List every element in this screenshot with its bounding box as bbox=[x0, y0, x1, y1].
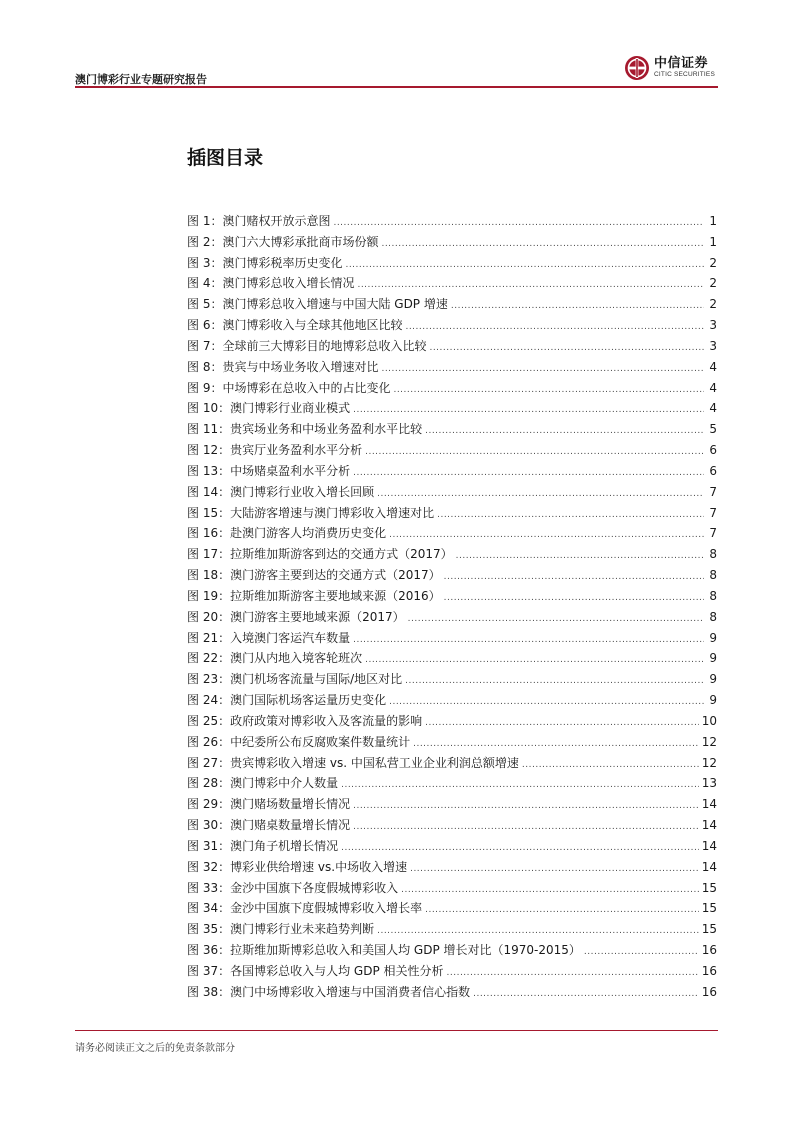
toc-entry-page-number: 2 bbox=[709, 297, 717, 312]
toc-entry-label: 图 8：贵宾与中场业务收入增速对比 bbox=[187, 359, 379, 374]
toc-entry-label: 图 22：澳门从内地入境客轮班次 bbox=[187, 651, 363, 666]
toc-entry-label: 图 32：博彩业供给增速 vs.中场收入增速 bbox=[187, 859, 408, 874]
toc-entry[interactable] bbox=[187, 773, 717, 794]
toc-entry-label: 图 6：澳门博彩收入与全球其他地区比较 bbox=[187, 318, 403, 333]
toc-leader-dots bbox=[357, 275, 704, 296]
toc-entry[interactable] bbox=[187, 523, 717, 544]
toc-entry-label: 图 10：澳门博彩行业商业模式 bbox=[187, 401, 351, 416]
toc-entry-page-number: 2 bbox=[709, 255, 717, 270]
toc-entry-label: 图 33：金沙中国旗下各度假城博彩收入 bbox=[187, 880, 399, 895]
toc-entry-page-number: 3 bbox=[709, 318, 717, 333]
toc-entry-page-number: 14 bbox=[701, 859, 717, 874]
toc-leader-dots bbox=[345, 255, 704, 276]
toc-entry-label: 图 4：澳门博彩总收入增长情况 bbox=[187, 276, 355, 291]
toc-leader-dots bbox=[447, 963, 699, 984]
toc-entry-page-number: 7 bbox=[709, 484, 717, 499]
toc-entry[interactable] bbox=[187, 482, 717, 503]
toc-entry-label: 图 13：中场赌桌盈利水平分析 bbox=[187, 463, 351, 478]
toc-entry-page-number: 16 bbox=[701, 984, 717, 999]
figure-toc-list bbox=[187, 211, 717, 1002]
toc-entry-label: 图 26：中纪委所公布反腐败案件数量统计 bbox=[187, 734, 411, 749]
toc-leader-dots bbox=[365, 650, 704, 671]
toc-entry-label: 图 19：拉斯维加斯游客主要地域来源（2016） bbox=[187, 588, 441, 603]
toc-entry-page-number: 7 bbox=[709, 505, 717, 520]
toc-entry-page-number: 8 bbox=[709, 568, 717, 583]
citic-emblem-icon bbox=[624, 55, 650, 81]
toc-entry-label: 图 1：澳门赌权开放示意图 bbox=[187, 214, 331, 228]
toc-leader-dots bbox=[425, 713, 699, 734]
toc-entry[interactable] bbox=[187, 357, 717, 378]
toc-entry[interactable] bbox=[187, 857, 717, 878]
toc-leader-dots bbox=[353, 796, 699, 817]
toc-entry-page-number: 9 bbox=[709, 630, 717, 645]
toc-entry-label: 图 29：澳门赌场数量增长情况 bbox=[187, 797, 351, 812]
toc-entry-page-number: 12 bbox=[701, 755, 717, 770]
toc-entry-page-number: 5 bbox=[709, 422, 717, 437]
toc-entry-page-number: 4 bbox=[709, 380, 717, 395]
toc-entry-label: 图 25：政府政策对博彩收入及客流量的影响 bbox=[187, 713, 423, 728]
toc-entry[interactable] bbox=[187, 440, 717, 461]
toc-entry-page-number: 14 bbox=[701, 838, 717, 853]
toc-entry-label: 图 27：贵宾博彩收入增速 vs. 中国私营工业企业利润总额增速 bbox=[187, 755, 519, 770]
toc-entry-page-number: 9 bbox=[709, 693, 717, 708]
toc-entry-label: 图 12：贵宾厅业务盈利水平分析 bbox=[187, 443, 363, 458]
toc-leader-dots bbox=[365, 442, 704, 463]
toc-entry-page-number: 8 bbox=[709, 609, 717, 624]
toc-entry-page-number: 16 bbox=[701, 942, 717, 957]
toc-entry[interactable] bbox=[187, 398, 717, 419]
toc-entry[interactable] bbox=[187, 544, 717, 565]
toc-entry-page-number: 8 bbox=[709, 547, 717, 562]
toc-leader-dots bbox=[393, 380, 704, 401]
toc-entry[interactable] bbox=[187, 378, 717, 399]
toc-leader-dots bbox=[429, 338, 704, 359]
toc-entry-page-number: 13 bbox=[701, 776, 717, 791]
toc-entry[interactable] bbox=[187, 669, 717, 690]
logo-chinese-name: 中信证券 bbox=[654, 56, 709, 72]
toc-leader-dots bbox=[333, 213, 704, 234]
toc-leader-dots bbox=[425, 900, 699, 921]
logo-english-name: CITIC SECURITIES bbox=[654, 71, 715, 79]
toc-leader-dots bbox=[377, 921, 699, 942]
toc-entry-label: 图 36：拉斯维加斯博彩总收入和美国人均 GDP 增长对比（1970-2015） bbox=[187, 942, 581, 957]
toc-leader-dots bbox=[444, 567, 704, 588]
toc-entry[interactable] bbox=[187, 211, 717, 232]
toc-entry-page-number: 3 bbox=[709, 338, 717, 353]
toc-entry[interactable] bbox=[187, 836, 717, 857]
toc-entry[interactable] bbox=[187, 648, 717, 669]
toc-leader-dots bbox=[473, 984, 699, 1005]
toc-entry[interactable] bbox=[187, 732, 717, 753]
toc-entry-page-number: 7 bbox=[709, 526, 717, 541]
toc-entry-page-number: 14 bbox=[701, 818, 717, 833]
citic-securities-logo bbox=[624, 54, 715, 82]
toc-entry[interactable] bbox=[187, 940, 717, 961]
footer-disclaimer: 请务必阅读正文之后的免责条款部分 bbox=[75, 1043, 235, 1054]
toc-leader-dots bbox=[401, 880, 699, 901]
toc-entry[interactable] bbox=[187, 503, 717, 524]
toc-entry-page-number: 9 bbox=[709, 672, 717, 687]
toc-leader-dots bbox=[353, 400, 704, 421]
toc-entry-page-number: 15 bbox=[701, 880, 717, 895]
toc-leader-dots bbox=[353, 463, 704, 484]
toc-entry[interactable] bbox=[187, 628, 717, 649]
toc-entry[interactable] bbox=[187, 273, 717, 294]
toc-entry-page-number: 12 bbox=[701, 734, 717, 749]
toc-leader-dots bbox=[389, 525, 704, 546]
toc-entry-page-number: 4 bbox=[709, 359, 717, 374]
toc-entry[interactable] bbox=[187, 711, 717, 732]
toc-entry-label: 图 38：澳门中场博彩收入增速与中国消费者信心指数 bbox=[187, 984, 471, 999]
toc-leader-dots bbox=[389, 692, 704, 713]
footer-divider bbox=[75, 1030, 718, 1031]
toc-leader-dots bbox=[413, 734, 699, 755]
toc-entry-page-number: 14 bbox=[701, 797, 717, 812]
toc-entry-label: 图 23：澳门机场客流量与国际/地区对比 bbox=[187, 672, 403, 687]
toc-leader-dots bbox=[353, 630, 704, 651]
toc-leader-dots bbox=[584, 942, 699, 963]
toc-entry-label: 图 5：澳门博彩总收入增速与中国大陆 GDP 增速 bbox=[187, 297, 448, 312]
toc-entry[interactable] bbox=[187, 982, 717, 1003]
toc-entry[interactable] bbox=[187, 461, 717, 482]
toc-leader-dots bbox=[405, 671, 704, 692]
toc-leader-dots bbox=[405, 317, 704, 338]
toc-entry-page-number: 10 bbox=[701, 713, 717, 728]
toc-entry-label: 图 14：澳门博彩行业收入增长回顾 bbox=[187, 484, 375, 499]
toc-leader-dots bbox=[444, 588, 704, 609]
toc-leader-dots bbox=[451, 296, 704, 317]
toc-entry[interactable] bbox=[187, 315, 717, 336]
toc-leader-dots bbox=[456, 546, 704, 567]
header-divider bbox=[75, 86, 718, 88]
toc-entry-page-number: 8 bbox=[709, 588, 717, 603]
toc-entry[interactable] bbox=[187, 565, 717, 586]
toc-leader-dots bbox=[410, 859, 699, 880]
toc-entry-label: 图 30：澳门赌桌数量增长情况 bbox=[187, 818, 351, 833]
toc-leader-dots bbox=[381, 359, 704, 380]
toc-entry-label: 图 3：澳门博彩税率历史变化 bbox=[187, 255, 343, 270]
toc-entry[interactable] bbox=[187, 898, 717, 919]
toc-entry-label: 图 34：金沙中国旗下度假城博彩收入增长率 bbox=[187, 901, 423, 916]
toc-entry-label: 图 18：澳门游客主要到达的交通方式（2017） bbox=[187, 568, 441, 583]
toc-leader-dots bbox=[522, 755, 699, 776]
toc-leader-dots bbox=[341, 838, 699, 859]
toc-entry[interactable] bbox=[187, 690, 717, 711]
toc-entry-page-number: 1 bbox=[709, 234, 717, 249]
toc-entry-label: 图 11：贵宾场业务和中场业务盈利水平比较 bbox=[187, 422, 423, 437]
toc-leader-dots bbox=[437, 505, 704, 526]
toc-entry[interactable] bbox=[187, 253, 717, 274]
toc-leader-dots bbox=[425, 421, 704, 442]
toc-entry[interactable] bbox=[187, 878, 717, 899]
toc-entry-label: 图 31：澳门角子机增长情况 bbox=[187, 838, 339, 853]
toc-leader-dots bbox=[408, 609, 704, 630]
toc-entry-page-number: 15 bbox=[701, 922, 717, 937]
toc-entry-label: 图 37：各国博彩总收入与人均 GDP 相关性分析 bbox=[187, 963, 444, 978]
toc-entry-page-number: 2 bbox=[709, 276, 717, 291]
toc-entry-page-number: 16 bbox=[701, 963, 717, 978]
toc-entry[interactable] bbox=[187, 919, 717, 940]
toc-entry-label: 图 21：入境澳门客运汽车数量 bbox=[187, 630, 351, 645]
toc-entry-page-number: 1 bbox=[709, 214, 717, 228]
toc-entry-page-number: 9 bbox=[709, 651, 717, 666]
report-header-title: 澳门博彩行业专题研究报告 bbox=[75, 73, 207, 86]
toc-entry[interactable] bbox=[187, 336, 717, 357]
toc-entry[interactable] bbox=[187, 419, 717, 440]
toc-leader-dots bbox=[353, 817, 699, 838]
toc-entry-page-number: 6 bbox=[709, 463, 717, 478]
toc-leader-dots bbox=[377, 484, 704, 505]
toc-leader-dots bbox=[381, 234, 704, 255]
toc-entry-label: 图 28：澳门博彩中介人数量 bbox=[187, 776, 339, 791]
toc-entry-label: 图 2：澳门六大博彩承批商市场份额 bbox=[187, 234, 379, 249]
toc-entry[interactable] bbox=[187, 794, 717, 815]
toc-entry-label: 图 35：澳门博彩行业未来趋势判断 bbox=[187, 922, 375, 937]
toc-entry-label: 图 9：中场博彩在总收入中的占比变化 bbox=[187, 380, 391, 395]
toc-entry-label: 图 16：赴澳门游客人均消费历史变化 bbox=[187, 526, 387, 541]
toc-entry-page-number: 15 bbox=[701, 901, 717, 916]
toc-entry-label: 图 24：澳门国际机场客运量历史变化 bbox=[187, 693, 387, 708]
toc-leader-dots bbox=[341, 775, 699, 796]
toc-entry-label: 图 7：全球前三大博彩目的地博彩总收入比较 bbox=[187, 338, 427, 353]
toc-entry[interactable] bbox=[187, 815, 717, 836]
toc-entry[interactable] bbox=[187, 607, 717, 628]
toc-entry[interactable] bbox=[187, 961, 717, 982]
toc-entry-page-number: 6 bbox=[709, 443, 717, 458]
toc-entry-label: 图 17：拉斯维加斯游客到达的交通方式（2017） bbox=[187, 547, 453, 562]
toc-entry-label: 图 15：大陆游客增速与澳门博彩收入增速对比 bbox=[187, 505, 435, 520]
toc-entry[interactable] bbox=[187, 753, 717, 774]
toc-entry-label: 图 20：澳门游客主要地域来源（2017） bbox=[187, 609, 405, 624]
toc-entry[interactable] bbox=[187, 294, 717, 315]
toc-entry[interactable] bbox=[187, 232, 717, 253]
toc-entry-page-number: 4 bbox=[709, 401, 717, 416]
toc-entry[interactable] bbox=[187, 586, 717, 607]
page-title: 插图目录 bbox=[187, 147, 264, 169]
